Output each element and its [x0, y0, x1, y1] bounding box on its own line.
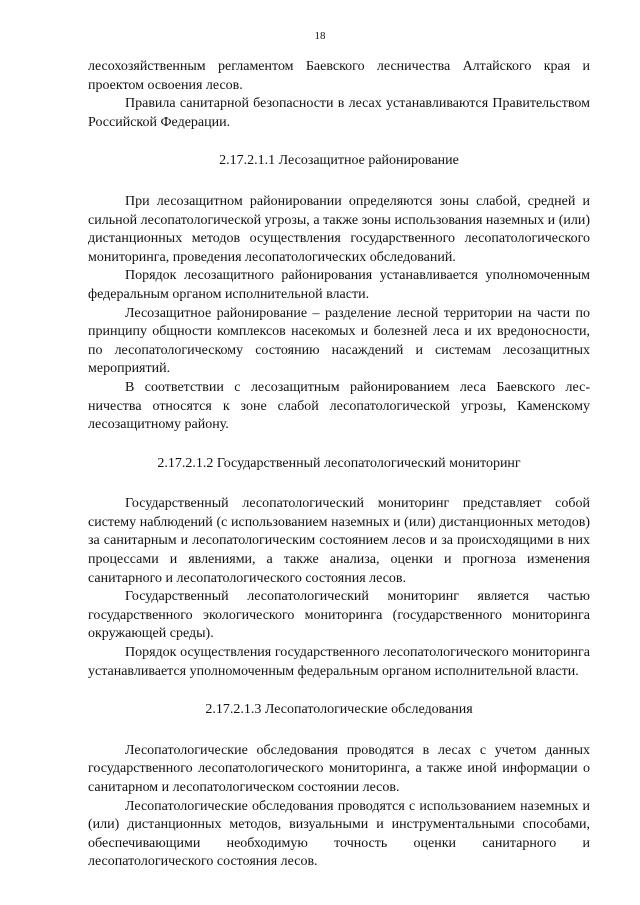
- section-heading: 2.17.2.1.1 Лесозащитное районирование: [219, 153, 459, 169]
- paragraph: При лесозащитном районировании определяются зоны слабой, средней и сильной лесопатологической угрозы, а также зоны использования наземных и (или) дистанционных методов осуществления государственного лесопатологического мониторинга, проведения лесопатологических обследований.: [88, 193, 590, 265]
- section-heading: 2.17.2.1.2 Государственный лесопатологический мониторинг: [157, 455, 521, 471]
- section-heading: 2.17.2.1.3 Лесопатологические обследования: [205, 702, 473, 718]
- paragraph: Лесозащитное районирование – разделение лесной территории на части по принципу общности комплексов насекомых и болезней леса и их вредоносности, по лесопатологическому состоянию насаждений и системам лесозащитных мероприятий.: [88, 305, 590, 377]
- paragraph: лесохозяйственным регламентом Баевского лесничества Алтайского края и проектом освоения лесов.: [88, 59, 590, 93]
- paragraph: Лесопатологические обследования проводятся с использованием наземных и (или) дистанционных методов, визуальными и инструментальными способами, обеспечивающими необходимую точность оценки санитарного и лесопатологического состояния лесов.: [88, 798, 590, 870]
- paragraph: Порядок осуществления государственного лесопатологического мониторинга устанавливается уполномоченным федеральным органом исполнительной власти.: [88, 645, 590, 679]
- paragraph: Государственный лесопатологический мониторинг является частью государственного экологического мониторинга (государственного мониторинга окружающей среды).: [88, 589, 590, 642]
- paragraph: Лесопатологические обследования проводятся в лесах с учетом данных государственного лесопатологического мониторинга, а также иной информации о санитарном и лесопатологическом состоянии лесов.: [88, 742, 590, 795]
- page-number: 18: [314, 30, 326, 42]
- paragraph: Порядок лесозащитного районирования устанавливается уполномоченным федеральным органом исполнительной власти.: [88, 268, 590, 302]
- paragraph: Государственный лесопатологический мониторинг представляет собой систему наблюдений (с использованием наземных и (или) дистанционных методов) за санитарным и лесопатологическим состоянием лесов и за происходящими в них процессами и явлениями, а также анализа, оценки и прогноза изменения санитарного и лесопатологического состояния лесов.: [88, 496, 590, 586]
- paragraph: Правила санитарной безопасности в лесах устанавливаются Правительством Российской Федерации.: [88, 96, 590, 130]
- paragraph: В соответствии с лесозащитным районированием леса Баевского лесничества относятся к зоне слабой лесопатологической угрозы, Каменскому лесозащитному району.: [88, 379, 590, 433]
- document-body: [88, 58, 590, 872]
